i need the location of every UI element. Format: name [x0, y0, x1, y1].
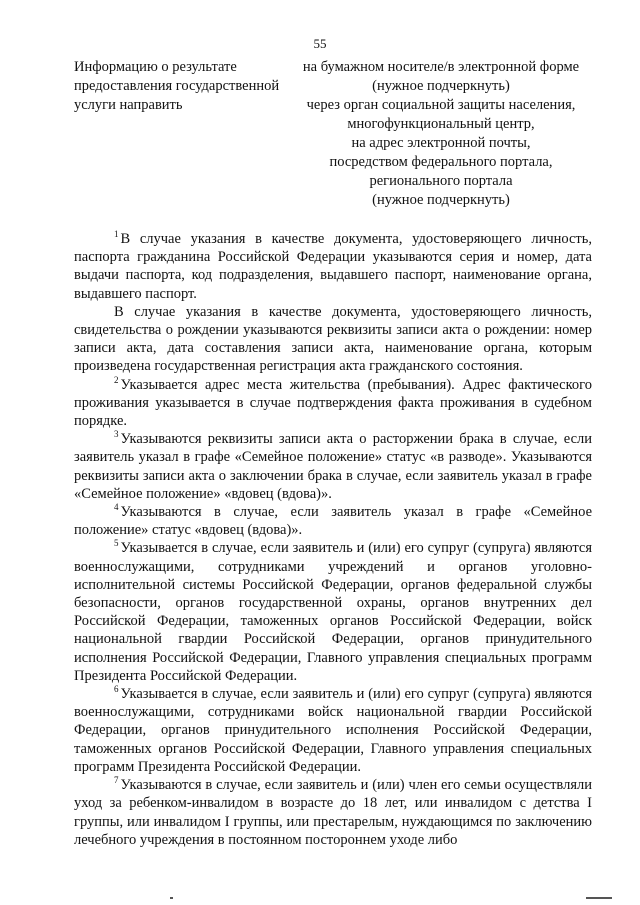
footnote: [74, 303, 592, 376]
delivery-option-line: посредством федерального портала,: [329, 154, 553, 170]
result-delivery-label-line: услуги направить: [74, 97, 183, 113]
delivery-option-line: на адрес электронной почты,: [351, 135, 531, 151]
footnote-mark: 3: [114, 429, 119, 440]
page-number: 55: [313, 36, 327, 51]
delivery-option-line: (нужное подчеркнуть): [372, 78, 510, 94]
footnote-text: Указываются в случае, если заявитель и (или) член его семьи осуществляли уход за ребенком-инвалидом в возрасте до 18 лет, или инвалидом с детства I группы, или инвалидом I группы, или престарелым, нуждающимся по заключению лечебного учреждения в постоянном постороннем уходе либо: [74, 777, 592, 848]
result-delivery-label-line: Информацию о результате: [74, 59, 237, 75]
footnote-text: Указывается адрес места жительства (пребывания). Адрес фактического проживания указывается в случае подтверждения факта проживания в судебном порядке.: [74, 376, 592, 430]
footnote-text: Указываются в случае, если заявитель указал в графе «Семейное положение» статус «вдовец (вдова)».: [74, 504, 592, 539]
footnote-text: В случае указания в качестве документа, удостоверяющего личность, паспорта гражданина Российской Федерации указываются серия и номер, дата выдачи паспорта, код подразделения, выдавшего паспорт, наименование органа, выдавшего паспорт.: [74, 231, 592, 302]
footnote-text: В случае указания в качестве документа, удостоверяющего личность, свидетельства о рождении указываются реквизиты записи акта о рождении: номер записи акта, дата составления записи акта, наименование органа, которым произведена государственная регистрация акта гражданского состояния.: [74, 303, 592, 375]
scan-artifact: [170, 897, 173, 899]
footnote: [74, 539, 592, 685]
result-delivery-label-line: предоставления государственной: [74, 78, 280, 94]
footnote-text: Указывается в случае, если заявитель и (или) его супруг (супруга) являются военнослужащими, сотрудниками войск национальной гвардии Российской Федерации, органов принудительного исполнения Российской Федерации, таможенных органов Российской Федерации, Главного управления специальных программ Президента Российской Федерации.: [74, 686, 592, 775]
result-delivery-label: [74, 58, 294, 115]
footnote-mark: 7: [114, 775, 119, 786]
footnote-text: Указывается в случае, если заявитель и (или) его супруг (супруга) являются военнослужащими, сотрудниками учреждений и органов уголовно-исполнительной системы Российской Федерации, органов федеральной службы безопасности, органов государственной охраны, органов внутренних дел Российской Федерации, таможенных органов Российской Федерации, войск национальной гвардии Российской Федерации, органов принудительного исполнения Российской Федерации, Главного управления специальных программ Президента Российской Федерации.: [74, 540, 592, 684]
delivery-option-line: регионального портала: [369, 173, 513, 189]
footnotes: [74, 230, 592, 849]
scan-artifact: [586, 897, 612, 899]
footnote: [74, 685, 592, 776]
footnote: [74, 430, 592, 503]
delivery-option-line: через орган социальной защиты населения,: [306, 97, 576, 113]
delivery-option-line: (нужное подчеркнуть): [372, 192, 510, 208]
delivery-option-line: на бумажном носителе/в электронной форме: [302, 59, 580, 75]
footnote: [74, 776, 592, 849]
footnote: [74, 230, 592, 303]
footnote-mark: 5: [114, 538, 119, 549]
footnote-mark: 2: [114, 374, 119, 385]
delivery-option-line: многофункциональный центр,: [347, 116, 535, 132]
delivery-options: [288, 58, 594, 210]
footnote: [74, 503, 592, 539]
footnote-mark: 1: [114, 229, 119, 239]
footnote: [74, 376, 592, 431]
footnote-text: Указываются реквизиты записи акта о расторжении брака в случае, если заявитель указал в графе «Семейное положение» статус «в разводе». Указываются реквизиты записи акта о заключении брака в случае, если заявитель указал в графе «Семейное положение» «вдовец (вдова)».: [74, 431, 592, 502]
footnote-mark: 4: [114, 502, 119, 513]
footnote-mark: 6: [114, 684, 119, 695]
